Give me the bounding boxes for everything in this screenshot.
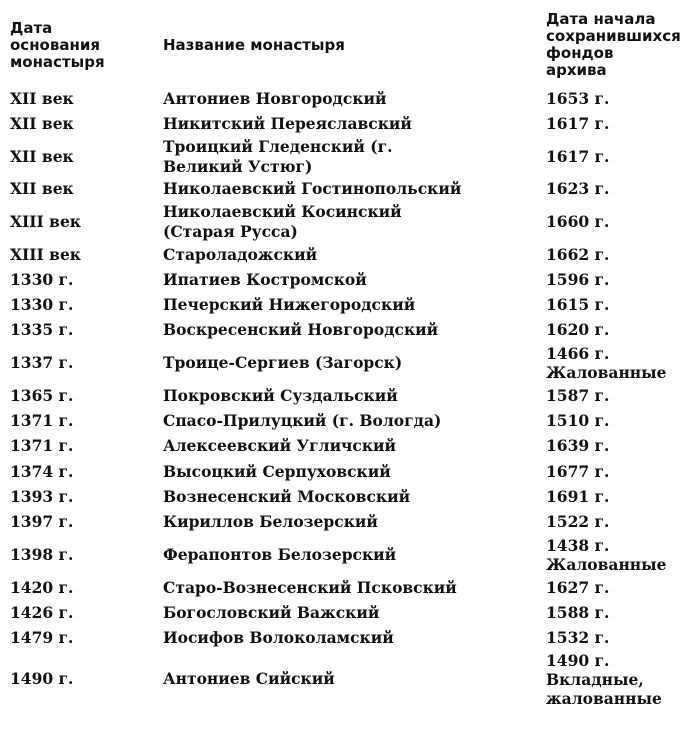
- cell-name: Печерский Нижегородский: [163, 295, 416, 315]
- cell-name: Троице-Сергиев (Загорск): [163, 353, 403, 373]
- table-row: [10, 535, 696, 575]
- cell-founded: 1490 г.: [10, 669, 74, 689]
- cell-founded: 1479 г.: [10, 628, 74, 648]
- cell-archive: 1639 г.: [546, 436, 610, 456]
- table-row: [10, 177, 696, 202]
- cell-name: Высоцкий Серпуховский: [163, 461, 391, 481]
- header-archive: Дата начала сохранившихся фондов архива: [546, 10, 681, 79]
- cell-archive: 1438 г. Жалованные: [546, 535, 667, 574]
- table-row: [10, 484, 696, 509]
- cell-founded: XII век: [10, 113, 74, 133]
- cell-archive: 1620 г.: [546, 320, 610, 340]
- table-body: [10, 86, 696, 708]
- cell-founded: XII век: [10, 179, 74, 199]
- cell-name: Ипатиев Костромской: [163, 269, 367, 289]
- table-row: [10, 600, 696, 625]
- cell-name: Покровский Суздальский: [163, 385, 398, 405]
- cell-name: Антониев Сийский: [163, 669, 335, 689]
- cell-archive: 1510 г.: [546, 411, 610, 431]
- cell-archive: 1623 г.: [546, 179, 610, 199]
- table-row: [10, 292, 696, 317]
- cell-archive: 1466 г. Жалованные: [546, 344, 667, 383]
- cell-name: Антониев Новгородский: [163, 88, 387, 108]
- cell-founded: 1426 г.: [10, 602, 74, 622]
- table-row: [10, 318, 696, 343]
- monasteries-table: [10, 4, 696, 708]
- cell-archive: 1677 г.: [546, 461, 610, 481]
- cell-name: Староладожский: [163, 244, 318, 264]
- cell-name: Николаевский Косинский (Старая Русса): [163, 201, 402, 241]
- cell-archive: 1660 г.: [546, 211, 610, 231]
- cell-archive: 1653 г.: [546, 88, 610, 108]
- table-row: [10, 625, 696, 650]
- cell-founded: 1420 г.: [10, 577, 74, 597]
- header-name: Название монастыря: [163, 35, 345, 54]
- table-row: [10, 510, 696, 535]
- table-row: [10, 651, 696, 708]
- cell-founded: XIII век: [10, 211, 81, 231]
- cell-name: Никитский Переяславский: [163, 113, 412, 133]
- cell-founded: 1397 г.: [10, 512, 74, 532]
- cell-archive: 1691 г.: [546, 486, 610, 506]
- cell-name: Ферапонтов Белозерский: [163, 544, 397, 564]
- table-row: [10, 343, 696, 383]
- table-header-row: [10, 4, 696, 86]
- cell-founded: 1365 г.: [10, 385, 74, 405]
- cell-archive: 1617 г.: [546, 146, 610, 166]
- cell-name: Воскресенский Новгородский: [163, 320, 439, 340]
- cell-archive: 1662 г.: [546, 244, 610, 264]
- cell-founded: XIII век: [10, 244, 81, 264]
- cell-founded: 1371 г.: [10, 411, 74, 431]
- cell-name: Кириллов Белозерский: [163, 512, 378, 532]
- cell-archive: 1615 г.: [546, 295, 610, 315]
- cell-archive: 1532 г.: [546, 628, 610, 648]
- table-row: [10, 242, 696, 267]
- cell-founded: XII век: [10, 88, 74, 108]
- cell-archive: 1490 г. Вкладные, жалованные: [546, 650, 662, 708]
- cell-archive: 1587 г.: [546, 385, 610, 405]
- table-row: [10, 575, 696, 600]
- table-row: [10, 383, 696, 408]
- cell-name: Алексеевский Угличский: [163, 436, 397, 456]
- cell-archive: 1596 г.: [546, 269, 610, 289]
- cell-founded: 1335 г.: [10, 320, 74, 340]
- cell-archive: 1588 г.: [546, 602, 610, 622]
- cell-founded: 1398 г.: [10, 544, 74, 564]
- cell-name: Старо-Вознесенский Псковский: [163, 577, 457, 597]
- cell-founded: 1374 г.: [10, 461, 74, 481]
- cell-founded: 1393 г.: [10, 486, 74, 506]
- table-row: [10, 408, 696, 433]
- cell-founded: XII век: [10, 146, 74, 166]
- cell-name: Иосифов Волоколамский: [163, 628, 394, 648]
- table-row: [10, 267, 696, 292]
- cell-founded: 1371 г.: [10, 436, 74, 456]
- table-row: [10, 202, 696, 242]
- cell-founded: 1330 г.: [10, 269, 74, 289]
- cell-founded: 1337 г.: [10, 353, 74, 373]
- table-row: [10, 434, 696, 459]
- header-founded: Дата основания монастыря: [10, 18, 105, 71]
- cell-name: Богословский Важский: [163, 602, 380, 622]
- cell-name: Троицкий Гледенский (г. Великий Устюг): [163, 136, 393, 176]
- cell-archive: 1522 г.: [546, 512, 610, 532]
- cell-name: Вознесенский Московский: [163, 486, 411, 506]
- cell-archive: 1617 г.: [546, 113, 610, 133]
- table-row: [10, 111, 696, 136]
- cell-name: Спасо-Прилуцкий (г. Вологда): [163, 411, 442, 431]
- cell-archive: 1627 г.: [546, 577, 610, 597]
- cell-name: Николаевский Гостинопольский: [163, 179, 462, 199]
- table-row: [10, 86, 696, 111]
- table-row: [10, 459, 696, 484]
- cell-founded: 1330 г.: [10, 295, 74, 315]
- table-row: [10, 137, 696, 177]
